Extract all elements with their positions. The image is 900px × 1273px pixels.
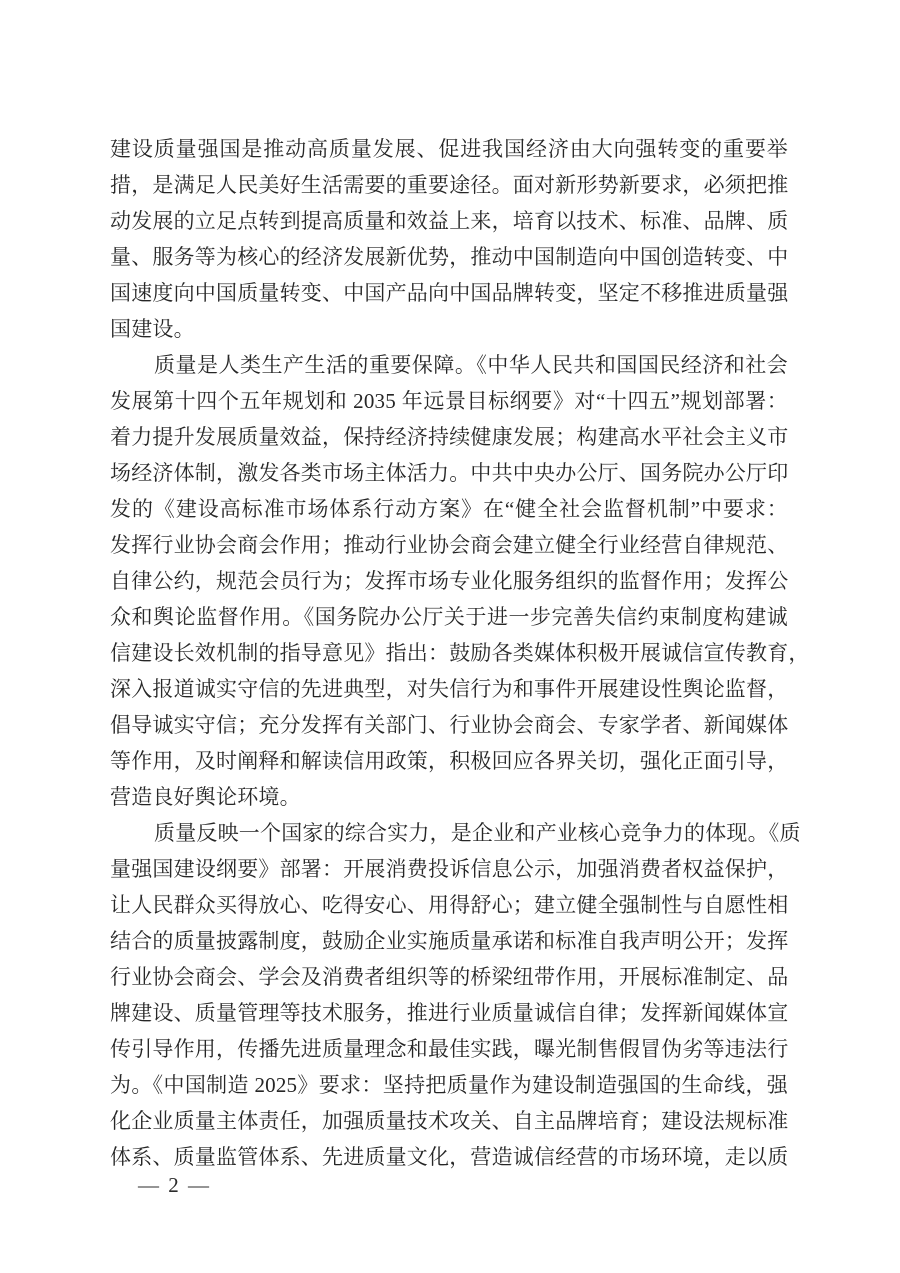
text-line: 国建设。 — [110, 317, 195, 341]
paragraph — [110, 131, 788, 347]
text-line: 等作用，及时阐释和解读信用政策，积极回应各界关切，强化正面引导， — [110, 749, 789, 773]
text-line: 量、服务等为核心的经济发展新优势，推动中国制造向中国创造转变、中 — [110, 245, 789, 269]
text-line: 为。《中国制造 2025》要求：坚持把质量作为建设制造强国的生命线，强 — [110, 1073, 788, 1097]
text-line: 营造良好舆论环境。 — [110, 785, 301, 809]
text-line: 量强国建设纲要》部署：开展消费投诉信息公示，加强消费者权益保护， — [110, 857, 789, 881]
text-line: 体系、质量监管体系、先进质量文化，营造诚信经营的市场环境，走以质 — [110, 1145, 789, 1169]
text-line: 牌建设、质量管理等技术服务，推进行业质量诚信自律；发挥新闻媒体宣 — [110, 1001, 789, 1025]
text-line: 质量反映一个国家的综合实力，是企业和产业核心竞争力的体现。《质 — [154, 821, 801, 845]
paragraph — [110, 815, 801, 1175]
text-line: 化企业质量主体责任，加强质量技术攻关、自主品牌培育；建设法规标准 — [110, 1109, 789, 1133]
text-line: 自律公约，规范会员行为；发挥市场专业化服务组织的监督作用；发挥公 — [110, 569, 789, 593]
document-body — [110, 131, 810, 1175]
text-line: 措，是满足人民美好生活需要的重要途径。面对新形势新要求，必须把推 — [110, 173, 789, 197]
text-line: 众和舆论监督作用。《国务院办公厅关于进一步完善失信约束制度构建诚 — [110, 605, 788, 629]
text-line: 场经济体制，激发各类市场主体活力。中共中央办公厅、国务院办公厅印 — [110, 461, 789, 485]
text-line: 让人民群众买得放心、吃得安心、用得舒心；建立健全强制性与自愿性相 — [110, 893, 789, 917]
text-line: 质量是人类生产生活的重要保障。《中华人民共和国国民经济和社会 — [154, 353, 788, 377]
text-line: 传引导作用，传播先进质量理念和最佳实践，曝光制售假冒伪劣等违法行 — [110, 1037, 789, 1061]
text-line: 深入报道诚实守信的先进典型，对失信行为和事件开展建设性舆论监督， — [110, 677, 789, 701]
text-line: 行业协会商会、学会及消费者组织等的桥梁纽带作用，开展标准制定、品 — [110, 965, 789, 989]
text-line: 结合的质量披露制度，鼓励企业实施质量承诺和标准自我声明公开；发挥 — [110, 929, 789, 953]
paragraph — [110, 347, 810, 815]
text-line: 国速度向中国质量转变、中国产品向中国品牌转变，坚定不移推进质量强 — [110, 281, 789, 305]
text-line: 动发展的立足点转到提高质量和效益上来，培育以技术、标准、品牌、质 — [110, 209, 789, 233]
text-line: 发挥行业协会商会作用；推动行业协会商会建立健全行业经营自律规范、 — [110, 533, 789, 557]
page-number: — 2 — — [138, 1173, 211, 1197]
text-line: 着力提升发展质量效益，保持经济持续健康发展；构建高水平社会主义市 — [110, 425, 789, 449]
text-line: 发的《建设高标准市场体系行动方案》在“健全社会监督机制”中要求： — [110, 497, 788, 521]
text-line: 建设质量强国是推动高质量发展、促进我国经济由大向强转变的重要举 — [110, 137, 788, 161]
text-line: 信建设长效机制的指导意见》指出：鼓励各类媒体积极开展诚信宣传教育， — [110, 641, 810, 665]
text-line: 发展第十四个五年规划和 2035 年远景目标纲要》对“十四五”规划部署： — [110, 389, 788, 413]
text-line: 倡导诚实守信；充分发挥有关部门、行业协会商会、专家学者、新闻媒体 — [110, 713, 789, 737]
